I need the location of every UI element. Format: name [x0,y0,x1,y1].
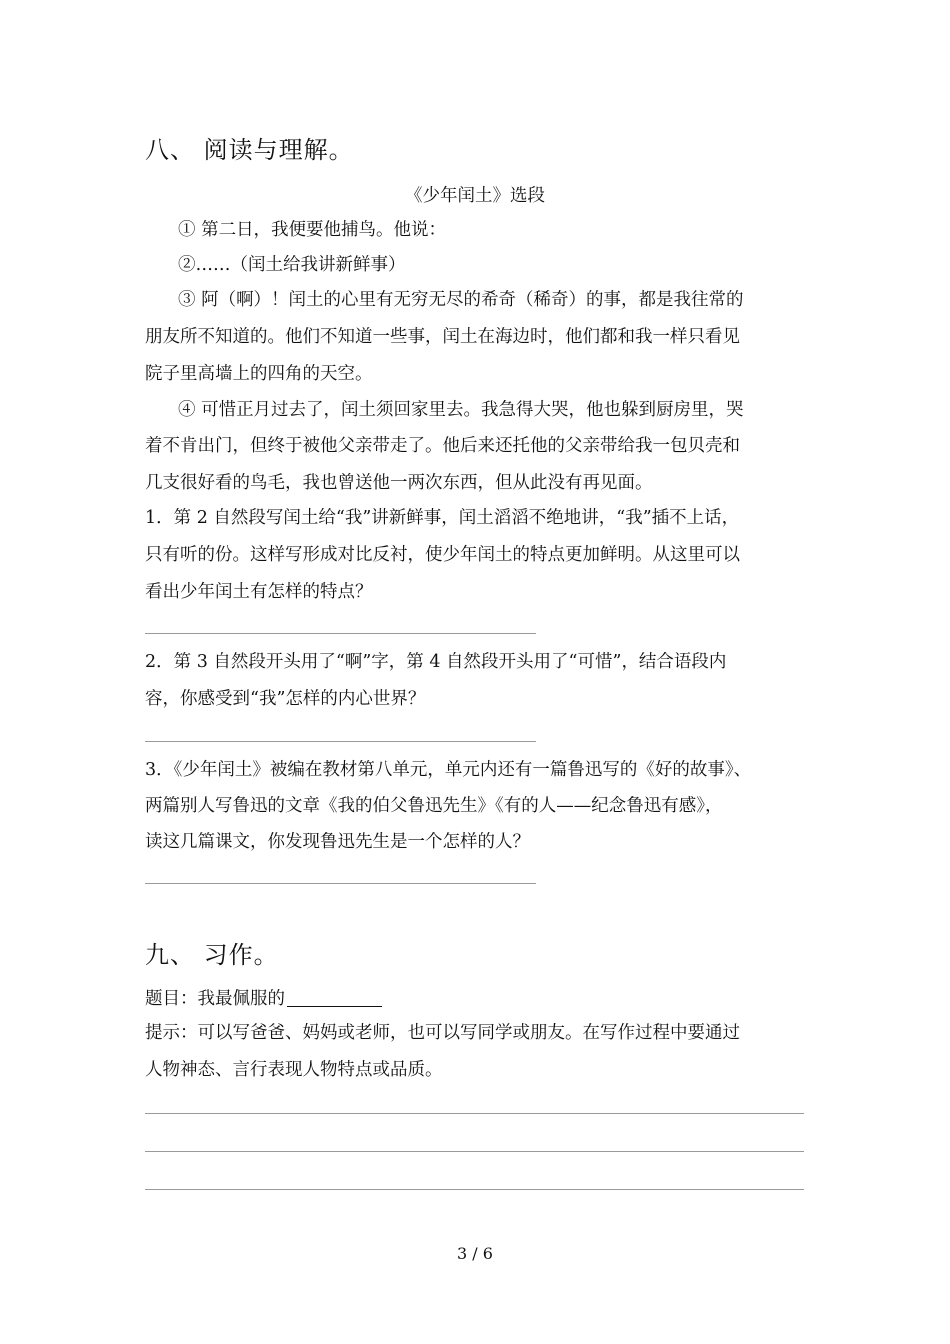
question-3-line-3: 读这几篇课文，你发现鲁迅先生是一个怎样的人？ [145,832,530,852]
page-number: 3 / 6 [457,1244,493,1263]
question-1-line-3: 看出少年闰土有怎样的特点？ [145,582,373,602]
essay-topic-blank[interactable] [287,988,382,1007]
answer-line-1[interactable] [145,633,536,634]
essay-writing-line-1[interactable] [145,1113,804,1114]
paragraph-2-line-1: ②……（闰土给我讲新鲜事） [178,255,406,275]
section-8-heading: 八、 阅读与理解。 [145,136,354,164]
paragraph-1-line-1: ① 第二日，我便要他捕鸟。他说： [178,220,447,240]
section-9-heading: 九、 习作。 [145,941,279,969]
paragraph-4-line-3: 几支很好看的鸟毛，我也曾送他一两次东西，但从此没有再见面。 [145,473,653,493]
answer-line-3[interactable] [145,883,536,884]
question-3-line-1: 3．《少年闰土》被编在教材第八单元，单元内还有一篇鲁迅写的《好的故事》、 [145,760,752,780]
essay-writing-line-3[interactable] [145,1189,804,1190]
answer-line-2[interactable] [145,741,536,742]
question-1-line-1: 1．第 2 自然段写闰土给“我”讲新鲜事，闰土滔滔不绝地讲，“我”插不上话， [145,508,740,528]
essay-hint-line-1: 提示：可以写爸爸、妈妈或老师，也可以写同学或朋友。在写作过程中要通过 [145,1023,740,1043]
essay-hint-line-2: 人物神态、言行表现人物特点或品质。 [145,1060,443,1080]
paragraph-3-line-2: 朋友所不知道的。他们不知道一些事，闰土在海边时，他们都和我一样只看见 [145,327,740,347]
question-3-line-2: 两篇别人写鲁迅的文章《我的伯父鲁迅先生》《有的人——纪念鲁迅有感》， [145,796,723,816]
paragraph-4-line-1: ④ 可惜正月过去了，闰土须回家里去。我急得大哭，他也躲到厨房里，哭 [178,400,744,420]
essay-writing-line-2[interactable] [145,1151,804,1152]
paragraph-4-line-2: 着不肯出门，但终于被他父亲带走了。他后来还托他的父亲带给我一包贝壳和 [145,436,740,456]
essay-topic [145,988,382,1009]
essay-topic-label: 题目：我最佩服的 [145,989,285,1009]
question-2-line-1: 2．第 3 自然段开头用了“啊”字，第 4 自然段开头用了“可惜”，结合语段内 [145,652,727,672]
question-1-line-2: 只有听的份。这样写形成对比反衬，使少年闰土的特点更加鲜明。从这里可以 [145,545,740,565]
paragraph-3-line-1: ③ 阿（啊）！闰土的心里有无穷无尽的希奇（稀奇）的事，都是我往常的 [178,290,744,310]
passage-title: 《少年闰土》选段 [405,186,545,206]
question-2-line-2: 容，你感受到“我”怎样的内心世界？ [145,689,426,709]
paragraph-3-line-3: 院子里高墙上的四角的天空。 [145,364,373,384]
